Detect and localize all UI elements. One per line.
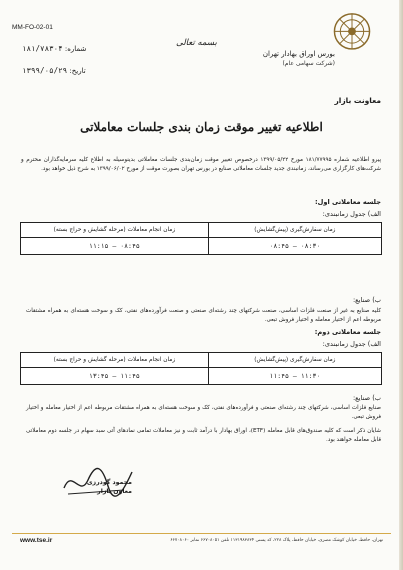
organization-name: بورس اوراق بهادار تهران (شرکت سهامی عام) <box>262 50 335 67</box>
table-header: زمان سفارش‌گیری (پیش‌گشایش) <box>208 353 381 368</box>
footer-address: تهران، حافظ، خیابان کوشک مصری، خیابان حافظ، پلاک ۲۲۸، کد پستی ۱۱۳۱۹۸۳۸۳۴ تلفن ۶۶۷۰۸۰۵۱ نمابر ۶۶۷۰۸۰۶۰ <box>170 538 383 543</box>
table-header: زمان سفارش‌گیری (پیش‌گشایش) <box>208 223 381 238</box>
order-time: ۰۸:۳۰ – ۰۸:۴۵ <box>208 238 381 255</box>
session2-industries: صنایع فلزات اساسی، شرکتهای چند رشته‌ای صنعتی و فرآورده‌های نفتی، کک و سوخت هسته‌ای به همراه مشتقات مربوطه اعم از اختیار معامله و اختیار فروش تبعی. <box>26 405 381 421</box>
department-label: معاونت بازار <box>334 96 381 105</box>
letter-number: شماره: ۱۸۱/۷۸۳۰۴ <box>22 44 87 53</box>
session1-industries-label: ب) صنایع: <box>352 296 381 304</box>
order-time: ۱۱:۳۰ – ۱۱:۴۵ <box>208 368 381 385</box>
table-header: زمان انجام معاملات (مرحله گشایش و حراج بسته) <box>21 223 209 238</box>
signatory: محمود گودرزی معاون بازار <box>86 479 132 495</box>
session2-industries-label: ب) صنایع: <box>352 394 381 402</box>
footer-url[interactable]: www.tse.ir <box>20 537 53 544</box>
page-edge <box>399 0 403 570</box>
tse-emblem-icon <box>313 8 391 86</box>
bismillah: بسمه تعالی <box>176 38 217 48</box>
session2-schedule-label: الف) جدول زمانبندی: <box>322 340 381 348</box>
session1-industries: کلیه صنایع به غیر از صنعت فلزات اساسی، صنعت شرکتهای چند رشته‌ای صنعتی و صنعت فرآورده‌های نفتی، کک و سوخت هسته‌ای به همراه مشتقات مربوطه اعم از اختیار معامله و اختیار فروش تبعی. <box>26 308 381 324</box>
trade-time: ۰۸:۴۵ – ۱۱:۱۵ <box>21 238 209 255</box>
letter-date: تاریخ: ۱۳۹۹/۰۵/۲۹ <box>22 66 86 75</box>
notice-title: اطلاعیه تغییر موقت زمان بندی جلسات معاملاتی <box>80 120 323 134</box>
session1-schedule-label: الف) جدول زمانبندی: <box>322 210 381 218</box>
session1-heading: جلسه معاملاتی اول: <box>315 198 381 206</box>
etf-note: شایان ذکر است که کلیه صندوق‌های قابل معامله (ETF)، اوراق بهادار با درآمد ثابت و نیز معاملات تمامی نمادهای آتی سبد سهام در جلسه دوم معاملاتی قابل معامله خواهند بود. <box>26 428 381 444</box>
table-header: زمان انجام معاملات (مرحله گشایش و حراج بسته) <box>21 353 209 368</box>
trade-time: ۱۱:۴۵ – ۱۳:۴۵ <box>21 368 209 385</box>
session1-schedule-table <box>20 222 382 255</box>
footer-rule <box>12 533 391 534</box>
intro-paragraph: پیرو اطلاعیه شماره ۱۸۱/۷۷۹۹۵ مورخ ۱۳۹۹/۰۵/۲۲ درخصوص تغییر موقت زمان‌بندی جلسات معاملاتی بدینوسیله به اطلاع کلیه سرمایه‌گذاران محترم و شرکت‌های کارگزاری می‌رساند، زمانبندی جدید جلسات معاملاتی صنایع در بورس تهران بصورت موقت از مورخ ۱۳۹۹/۰۶/۰۲ به شرح ذیل خواهد بود. <box>21 157 382 173</box>
session2-heading: جلسه معاملاتی دوم: <box>314 328 381 336</box>
form-code: MM-FO-02-01 <box>12 24 53 31</box>
session2-schedule-table <box>20 352 382 385</box>
